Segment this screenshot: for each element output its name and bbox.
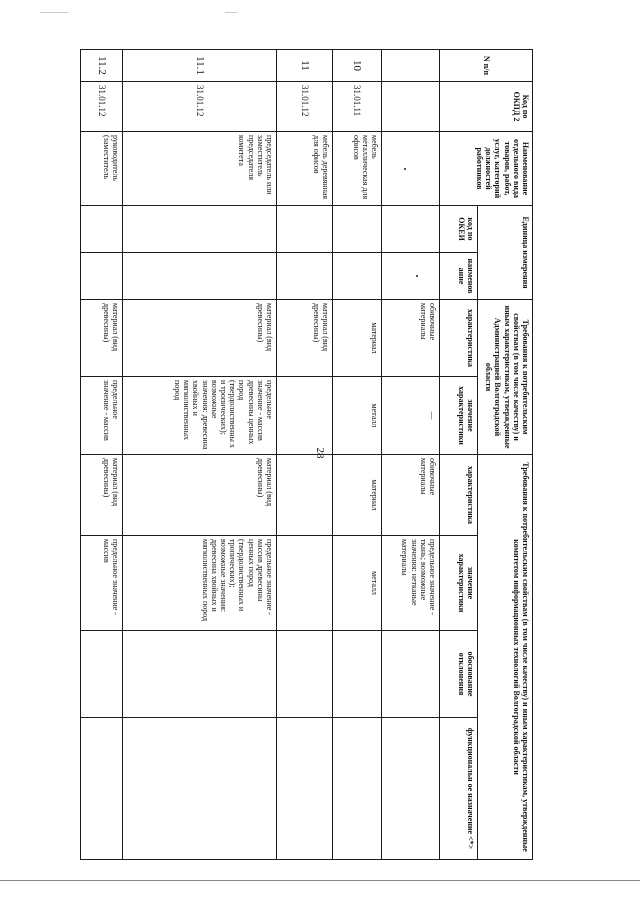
row-admin-value: — xyxy=(382,377,440,455)
header-okpd: Код по ОКПД 2 xyxy=(440,82,533,132)
table-row xyxy=(382,50,440,860)
row-admin-characteristic: материал (вид древесины) xyxy=(123,300,277,377)
row-committee-characteristic: материал (вид древесины) xyxy=(81,455,123,536)
table-row xyxy=(123,50,277,860)
row-name: мебель металлическая для офисов xyxy=(333,132,382,206)
row-num: 10 xyxy=(333,50,382,82)
header-unit-code: код по ОКЕИ xyxy=(440,206,478,253)
row-unit-code xyxy=(277,206,333,253)
header-req-committee: Требования к потребительским свойствам (в том числе качеству) и иным характеристикам, утвержденные комитетом информационных технологий Волгоградской области xyxy=(478,455,533,860)
header-admin-value: значение характеристики xyxy=(440,377,478,455)
row-unit-name xyxy=(277,253,333,300)
header-req-admin: Требования к потребительским свойствам (в том числе качеству) и иным характеристикам, утвержденные Администрацией Волгоградской области xyxy=(478,300,533,455)
row-justification xyxy=(123,631,277,718)
requirements-table xyxy=(80,49,533,860)
row-name: председатель или заместитель председателя комитета xyxy=(123,132,277,206)
table-row xyxy=(277,50,333,860)
row-committee-characteristic: материал xyxy=(333,455,382,536)
row-committee-value: предельное значение - ткань; возможные значения: нетканые материалы xyxy=(382,536,440,631)
rotated-table-container xyxy=(81,49,533,859)
table-row xyxy=(333,50,382,860)
row-name: руководитель (заместитель xyxy=(81,132,123,206)
row-unit-code xyxy=(123,206,277,253)
row-admin-value: предельное значение - массив xyxy=(81,377,123,455)
row-justification xyxy=(333,631,382,718)
header-unit: Единица измерения xyxy=(478,206,533,300)
row-okpd xyxy=(382,82,440,132)
row-num xyxy=(382,50,440,82)
row-num: 11.2 xyxy=(81,50,123,82)
row-admin-characteristic: материал (вид древесины) xyxy=(277,300,333,377)
row-admin-characteristic: обивочные материалы xyxy=(382,300,440,377)
scan-artifact-mark xyxy=(40,12,68,13)
header-purpose: функциональн ое назначение <*> xyxy=(440,718,478,860)
header-admin-characteristic: характеристика xyxy=(440,300,478,377)
row-purpose xyxy=(123,718,277,860)
row-admin-value: предельное значение - массив древесины ценных пород (твердолиственны х и тропических); возможные значения: древесина хвойных и мягколиственных пород xyxy=(123,377,277,455)
row-admin-value xyxy=(277,377,333,455)
row-justification xyxy=(277,631,333,718)
header-justification: обоснование отклонения xyxy=(440,631,478,718)
row-purpose xyxy=(277,718,333,860)
row-name: мебель деревянная для офисов xyxy=(277,132,333,206)
stray-dot-mark xyxy=(416,275,418,277)
row-committee-value: предельное значение - массив древесины ценных пород (твердолиственных и тропических); возможные значения: древесина хвойных и мягколиственных пород xyxy=(123,536,277,631)
row-unit-name xyxy=(123,253,277,300)
row-admin-characteristic: материал xyxy=(333,300,382,377)
row-purpose xyxy=(333,718,382,860)
header-committee-characteristic: характеристика xyxy=(440,455,478,536)
row-committee-value: металл xyxy=(333,536,382,631)
row-okpd: 31.01.12 xyxy=(123,82,277,132)
row-okpd: 31.01.12 xyxy=(81,82,123,132)
row-admin-characteristic: материал (вид древесины) xyxy=(81,300,123,377)
row-num: 11 xyxy=(277,50,333,82)
stray-dot-mark xyxy=(404,168,406,170)
header-num: N п/п xyxy=(440,50,533,82)
row-unit-name xyxy=(81,253,123,300)
header-row-1 xyxy=(478,50,533,860)
table-row xyxy=(81,50,123,860)
row-committee-value xyxy=(277,536,333,631)
row-num: 11.1 xyxy=(123,50,277,82)
row-committee-characteristic xyxy=(277,455,333,536)
row-justification xyxy=(81,631,123,718)
page-number: 28 xyxy=(314,447,326,459)
row-name xyxy=(382,132,440,206)
row-committee-characteristic: материал (вид древесины) xyxy=(123,455,277,536)
row-committee-value: предельное значение - массив xyxy=(81,536,123,631)
header-unit-name: наименов ание xyxy=(440,253,478,300)
header-committee-value: значение характеристики xyxy=(440,536,478,631)
row-unit-name xyxy=(333,253,382,300)
scan-artifact-mark xyxy=(225,12,237,13)
row-unit-code xyxy=(81,206,123,253)
row-purpose xyxy=(382,718,440,860)
row-purpose xyxy=(81,718,123,860)
row-justification xyxy=(382,631,440,718)
row-okpd: 31.01.12 xyxy=(277,82,333,132)
header-name: Наименование отдельного вида товаров, работ, услуг, категорий должностей работников xyxy=(440,132,533,206)
row-committee-characteristic: обивочные материалы xyxy=(382,455,440,536)
row-unit-name xyxy=(382,253,440,300)
page-bottom-edge xyxy=(0,880,640,881)
row-okpd: 31.01.11 xyxy=(333,82,382,132)
row-unit-code xyxy=(333,206,382,253)
row-unit-code xyxy=(382,206,440,253)
row-admin-value: металл xyxy=(333,377,382,455)
